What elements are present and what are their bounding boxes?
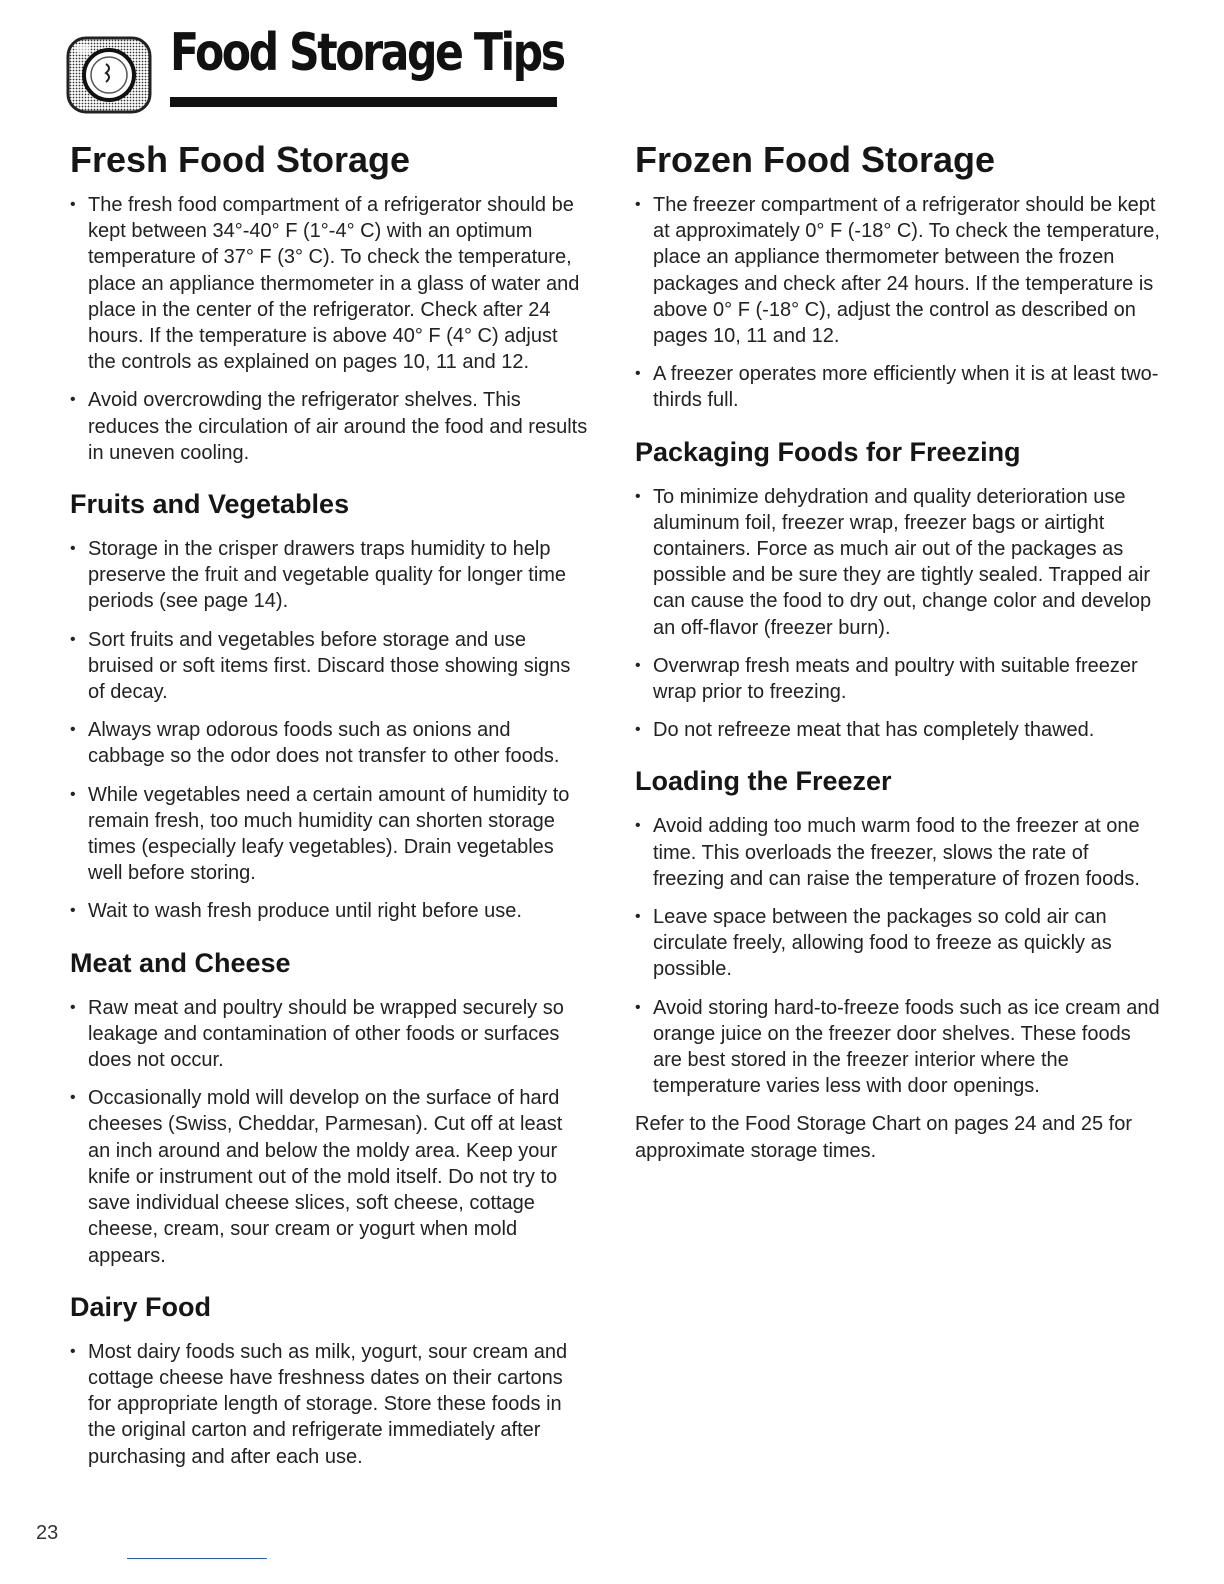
dairy-food-list <box>70 1339 590 1470</box>
meat-cheese-list <box>70 995 590 1269</box>
list-item: • A freezer operates more efficiently when it is at least two-thirds full. <box>635 363 1159 412</box>
list-item: • The freezer compartment of a refrigerator should be kept at approximately 0° F (-18° C). To check the temperature, place an appliance thermometer between the frozen packages and check after 24 hours. If the temperature is above 0° F (-18° C), adjust the control as described on pages 10, 11 and 12. <box>635 194 1160 348</box>
frozen-food-list <box>635 192 1165 414</box>
fresh-food-heading: Fresh Food Storage <box>70 139 411 180</box>
bullet-icon: • <box>70 196 76 213</box>
title-underline <box>170 97 557 107</box>
footer-divider <box>127 1558 267 1559</box>
frozen-food-heading: Frozen Food Storage <box>635 139 995 180</box>
fruits-vegetables-heading: Fruits and Vegetables <box>70 489 350 520</box>
bullet-icon: • <box>70 391 76 409</box>
bullet-icon: • <box>70 1342 76 1360</box>
packaging-list <box>635 484 1165 744</box>
list-item: • Sort fruits and vegetables before storage and use bruised or soft items first. Discard those showing signs of decay. <box>70 628 571 704</box>
list-item: • While vegetables need a certain amount of humidity to remain fresh, too much humidity can shorten storage times (especially leafy vegetables). Drain vegetables well before storing. <box>70 783 570 885</box>
fresh-food-column <box>70 138 590 1482</box>
dairy-food-heading: Dairy Food <box>70 1291 212 1322</box>
meat-cheese-heading: Meat and Cheese <box>70 947 291 978</box>
list-item: • Always wrap odorous foods such as onions and cabbage so the odor does not transfer to other foods. <box>70 719 560 768</box>
list-item: • Leave space between the packages so cold air can circulate freely, allowing food to freeze as quickly as possible. <box>635 906 1112 981</box>
list-item: • The fresh food compartment of a refrigerator should be kept between 34°-40° F (1°-4° C) with an optimum temperature of 37° F (3° C). To check the temperature, place an appliance thermometer in a glass of water and place in the center of the refrigerator. Check after 24 hours. If the temperature is above 40° F (4° C) adjust the controls as explained on pages 10, 11 and 12. <box>70 194 580 374</box>
page-title: Food Storage Tips <box>170 23 564 83</box>
list-item: • Most dairy foods such as milk, yogurt, sour cream and cottage cheese have freshness dates on their cartons for appropriate length of storage. Store these foods in the original carton and refrigerate immediately after purchasing and after each use. <box>70 1340 568 1468</box>
list-item: • Do not refreeze meat that has completely thawed. <box>635 717 1165 743</box>
list-item: • Avoid overcrowding the refrigerator shelves. This reduces the circulation of air around the food and results in uneven cooling. <box>70 389 588 464</box>
bullet-icon: • <box>70 1089 76 1107</box>
list-item: • Avoid adding too much warm food to the freezer at one time. This overloads the freezer, slows the rate of freezing and can raise the temperature of frozen foods. <box>635 815 1140 890</box>
list-item: • Overwrap fresh meats and poultry with suitable freezer wrap prior to freezing. <box>635 654 1138 704</box>
list-item: • Occasionally mold will develop on the surface of hard cheeses (Swiss, Cheddar, Parmesan). Cut off at least an inch around and below the moldy area. Keep your knife or instrument out of the mold itself. Do not try to save individual cheese slices, soft cheese, cottage cheese, cream, sour cream or yogurt when mold appears. <box>70 1087 563 1267</box>
list-item: • Wait to wash fresh produce until right before use. <box>70 898 590 924</box>
list-item: • Storage in the crisper drawers traps humidity to help preserve the fruit and vegetable quality for longer time periods (see page 14). <box>70 538 567 613</box>
bullet-icon: • <box>70 540 76 558</box>
bullet-icon: • <box>635 721 641 739</box>
list-item: • Avoid storing hard-to-freeze foods such as ice cream and orange juice on the freezer door shelves. These foods are best stored in the freezer interior where the temperature varies less with door openings. <box>635 996 1160 1098</box>
frozen-food-column <box>635 138 1165 1164</box>
bullet-icon: • <box>635 656 641 674</box>
packaging-heading: Packaging Foods for Freezing <box>635 436 1021 467</box>
fruits-vegetables-list <box>70 536 590 925</box>
bullet-icon: • <box>635 998 641 1016</box>
bullet-icon: • <box>70 902 76 920</box>
fresh-food-list <box>70 192 590 466</box>
bullet-icon: • <box>70 630 76 648</box>
list-item: • To minimize dehydration and quality deterioration use aluminum foil, freezer wrap, freezer bags or airtight containers. Force as much air out of the packages as possible and be sure they are tightly sealed. Trapped air can cause the food to dry out, change color and develop an off-flavor (freezer burn). <box>635 485 1152 639</box>
loading-freezer-heading: Loading the Freezer <box>635 766 892 797</box>
bullet-icon: • <box>635 487 641 505</box>
refrigerator-dial-icon <box>66 36 152 114</box>
page-number: 23 <box>36 1522 59 1544</box>
bullet-icon: • <box>635 365 641 383</box>
bullet-icon: • <box>635 908 641 926</box>
bullet-icon: • <box>70 785 76 803</box>
bullet-icon: • <box>635 196 641 213</box>
bullet-icon: • <box>70 721 76 739</box>
bullet-icon: • <box>635 817 641 835</box>
bullet-icon: • <box>70 998 76 1016</box>
list-item: • Raw meat and poultry should be wrapped securely so leakage and contamination of other foods or surfaces does not occur. <box>70 996 564 1072</box>
storage-chart-note: Refer to the Food Storage Chart on pages 24 and 25 for approximate storage times. <box>635 1113 1132 1162</box>
loading-freezer-list <box>635 813 1165 1099</box>
